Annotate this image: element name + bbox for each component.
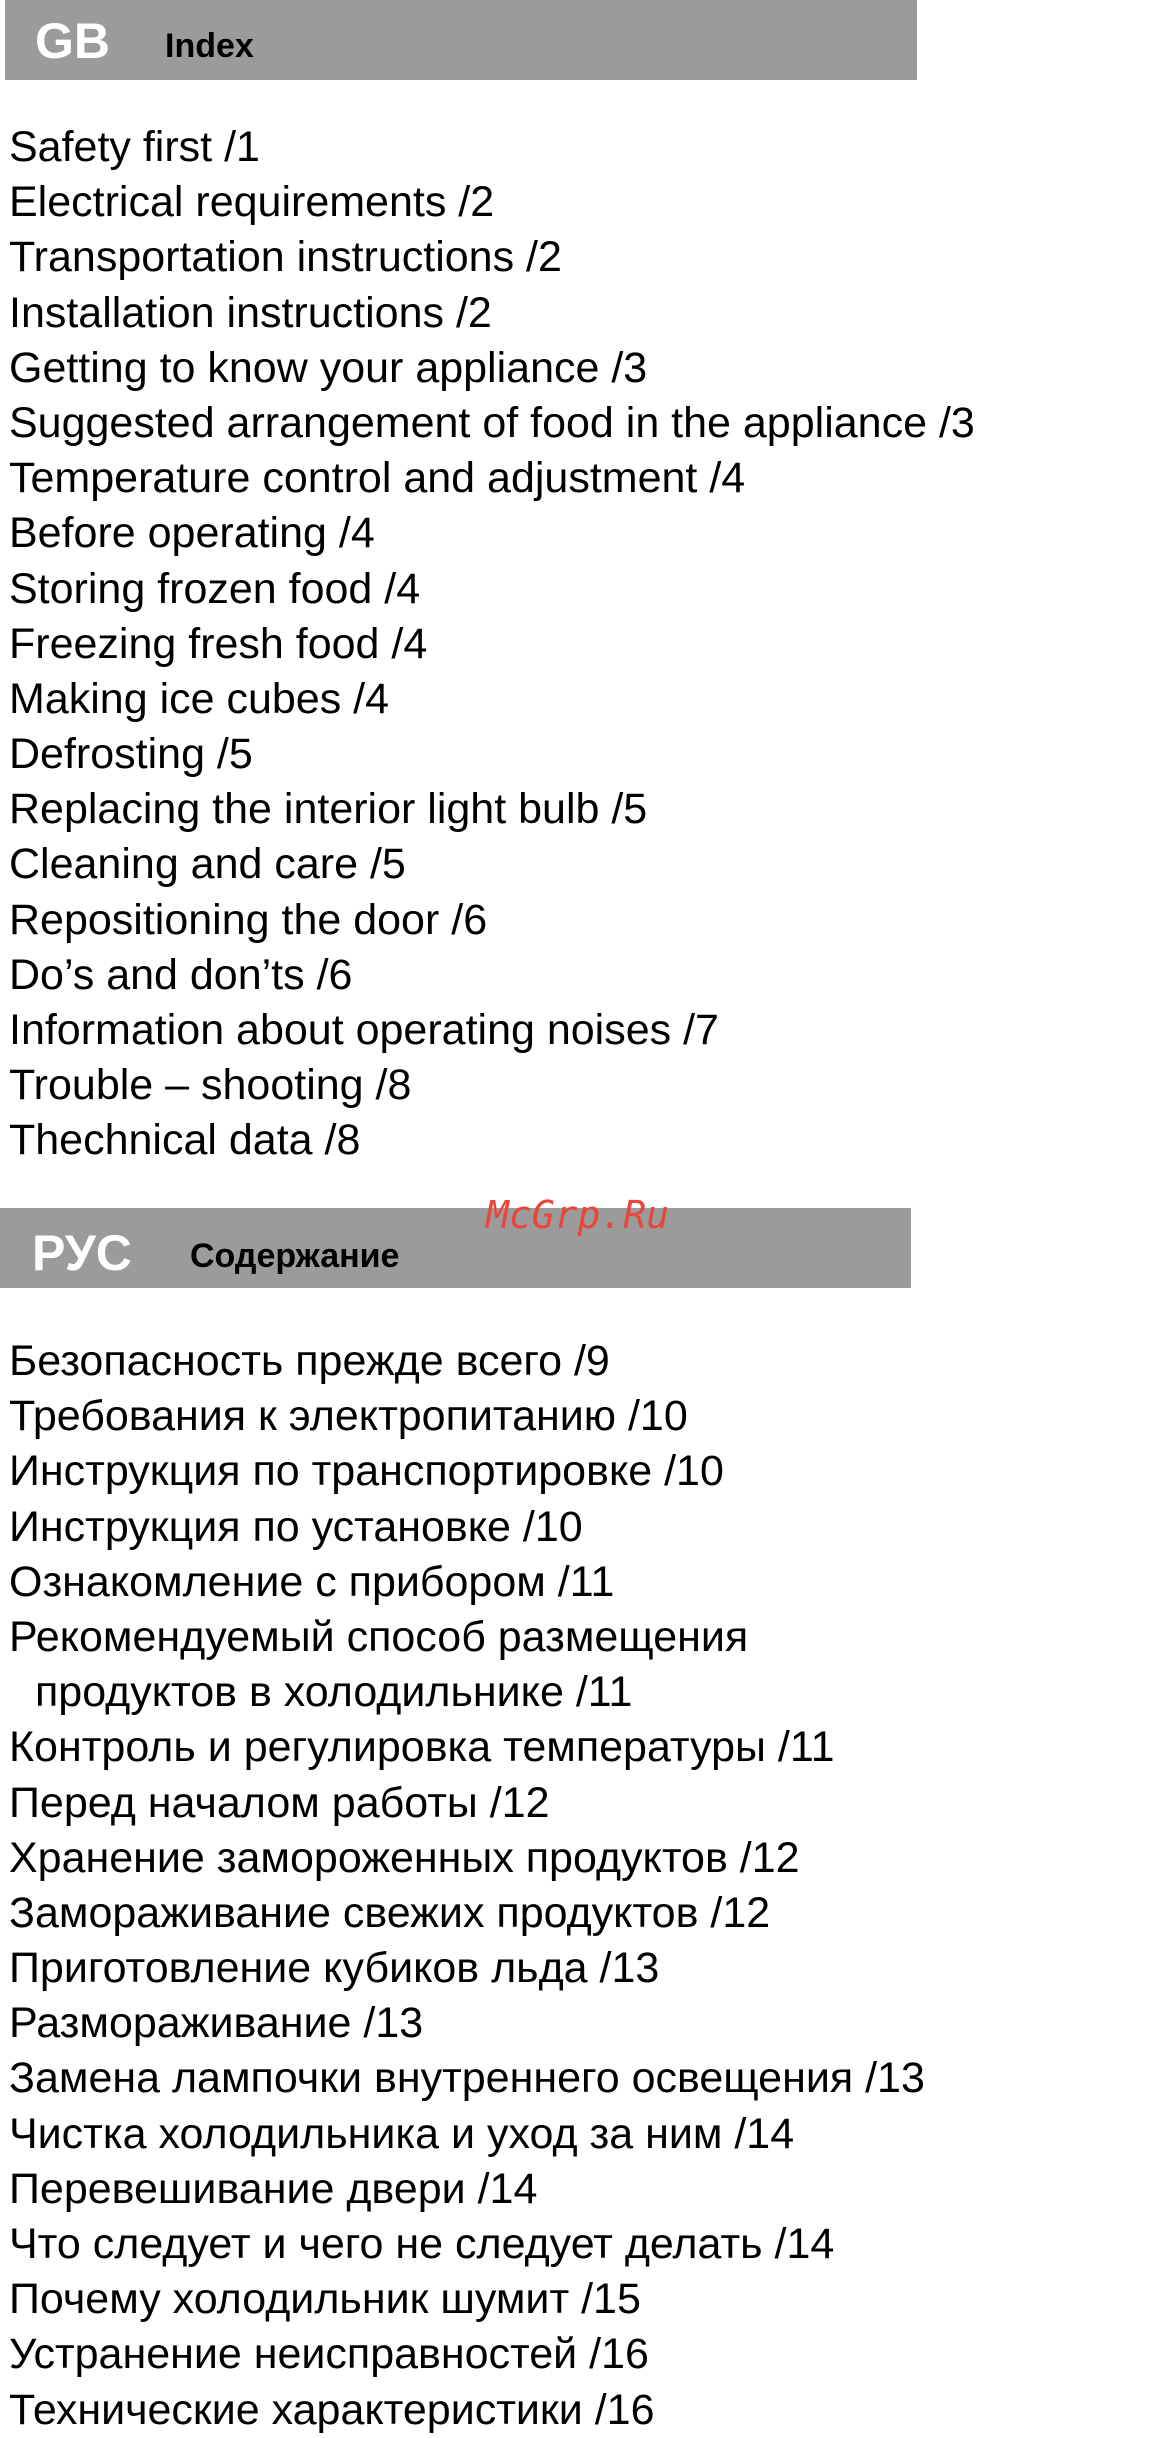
toc-item[interactable]: Рекомендуемый способ размещения — [9, 1612, 749, 1661]
toc-item[interactable]: Thechnical data /8 — [9, 1116, 361, 1165]
toc-item[interactable]: Making ice cubes /4 — [9, 674, 390, 723]
toc-item[interactable]: Safety first /1 — [9, 123, 260, 171]
toc-item[interactable]: Storing frozen food /4 — [9, 564, 421, 613]
toc-item[interactable]: Electrical requirements /2 — [9, 178, 495, 227]
gb-section-header — [5, 0, 917, 80]
toc-item[interactable]: Transportation instructions /2 — [9, 233, 562, 282]
toc-item[interactable]: Безопасность прежде всего /9 — [9, 1337, 610, 1385]
toc-item[interactable]: Repositioning the door /6 — [9, 895, 488, 944]
toc-item[interactable]: Технические характеристики /16 — [9, 2385, 655, 2434]
toc-item[interactable]: Getting to know your appliance /3 — [9, 343, 648, 392]
toc-item[interactable]: Устранение неисправностей /16 — [9, 2330, 649, 2379]
toc-item[interactable]: Инструкция по установке /10 — [9, 1502, 583, 1551]
toc-item[interactable]: Installation instructions /2 — [9, 288, 492, 337]
ru-toc-list — [9, 1334, 925, 2438]
toc-item[interactable]: Before operating /4 — [9, 509, 375, 558]
toc-item[interactable]: Почему холодильник шумит /15 — [9, 2275, 641, 2324]
toc-item[interactable]: Что следует и чего не следует делать /14 — [9, 2220, 835, 2268]
gb-language-code: GB — [35, 13, 110, 69]
toc-item[interactable]: Перед началом работы /12 — [9, 1778, 550, 1827]
toc-item[interactable]: Контроль и регулировка температуры /11 — [9, 1723, 835, 1772]
toc-item[interactable]: Replacing the interior light bulb /5 — [9, 785, 648, 834]
toc-item[interactable]: Temperature control and adjustment /4 — [9, 454, 746, 503]
toc-item[interactable]: Information about operating noises /7 — [9, 1006, 719, 1054]
toc-item[interactable]: Перевешивание двери /14 — [9, 2164, 538, 2213]
toc-item[interactable]: Замораживание свежих продуктов /12 — [9, 1888, 771, 1937]
toc-item[interactable]: Хранение замороженных продуктов /12 — [9, 1833, 800, 1882]
gb-index-title: Index — [165, 27, 254, 65]
toc-item[interactable]: Defrosting /5 — [9, 730, 253, 779]
ru-contents-title: Содержание — [190, 1237, 400, 1275]
toc-item[interactable]: Trouble – shooting /8 — [9, 1061, 412, 1110]
toc-item[interactable]: Инструкция по транспортировке /10 — [9, 1447, 724, 1496]
toc-item[interactable]: Чистка холодильника и уход за ним /14 — [9, 2109, 795, 2158]
ru-language-code: РУС — [32, 1225, 132, 1281]
ru-section-header — [0, 1208, 911, 1288]
gb-toc-list — [9, 120, 975, 1169]
toc-item[interactable]: Приготовление кубиков льда /13 — [9, 1944, 660, 1993]
toc-item[interactable]: Suggested arrangement of food in the appliance /3 — [9, 398, 975, 447]
toc-item[interactable]: Требования к электропитанию /10 — [9, 1392, 688, 1441]
toc-item[interactable]: Замена лампочки внутреннего освещения /13 — [9, 2054, 925, 2103]
toc-item[interactable]: Do’s and don’ts /6 — [9, 950, 353, 999]
toc-item[interactable]: Freezing fresh food /4 — [9, 619, 428, 668]
toc-item-continuation[interactable]: продуктов в холодильнике /11 — [35, 1668, 633, 1717]
toc-item[interactable]: Cleaning and care /5 — [9, 840, 406, 889]
watermark-text: McGrp.Ru — [486, 1193, 670, 1237]
toc-item[interactable]: Ознакомление с прибором /11 — [9, 1557, 615, 1606]
toc-item[interactable]: Размораживание /13 — [9, 1999, 424, 2048]
